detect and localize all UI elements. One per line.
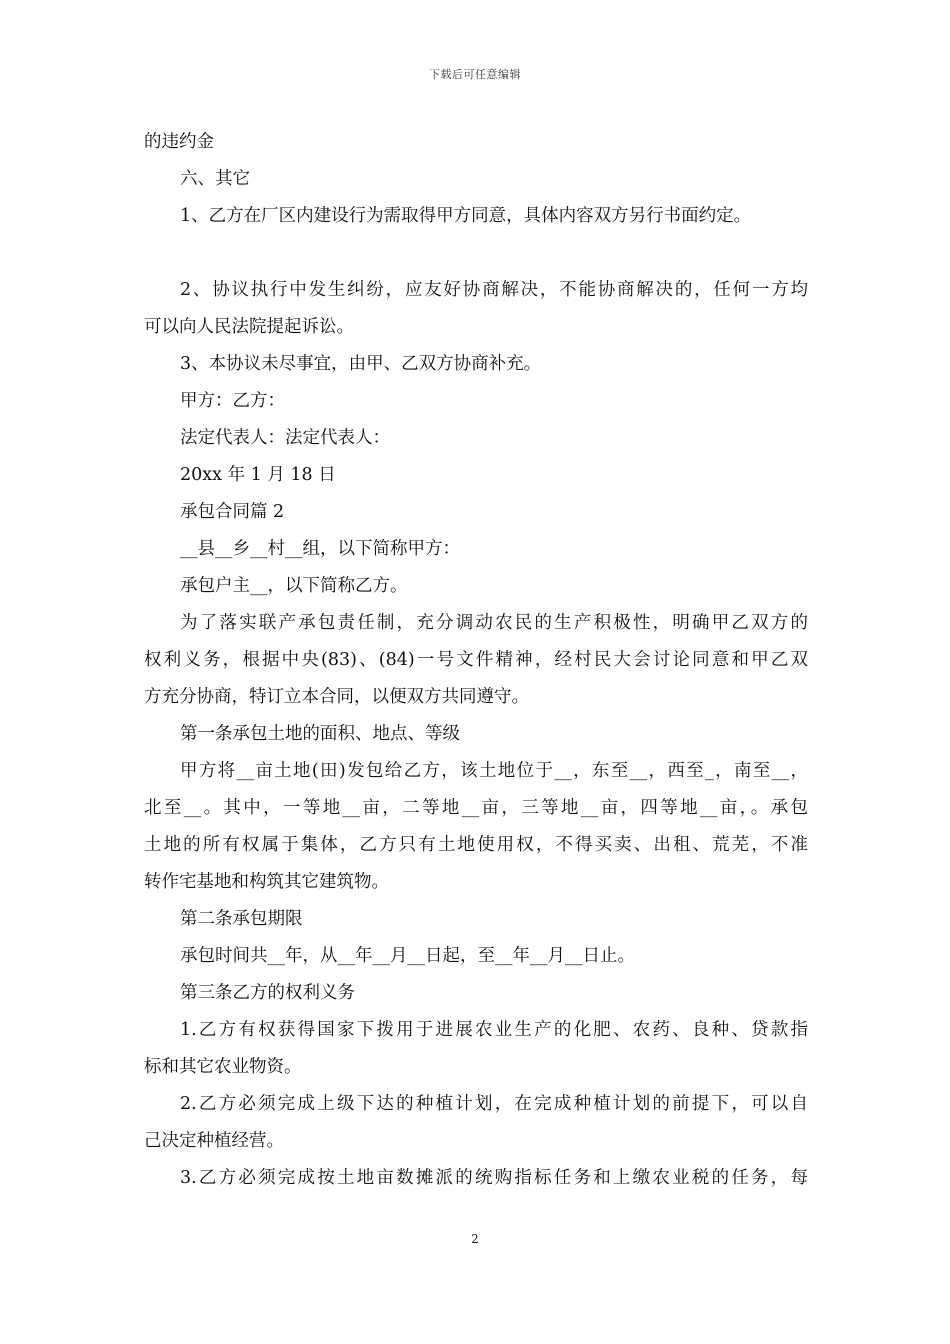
text-line: 北至__。其中，一等地__亩，二等地__亩，三等地__亩，四等地__亩，。承包 xyxy=(144,798,808,818)
text-line: 2、协议执行中发生纠纷，应友好协商解决，不能协商解决的，任何一方均 xyxy=(180,280,808,300)
signature-parties: 甲方：乙方： xyxy=(180,391,285,411)
article-heading: 第一条承包土地的面积、地点、等级 xyxy=(180,724,460,744)
text-line: 甲方将__亩土地(田)发包给乙方，该土地位于__，东至__，西至_，南至__， xyxy=(180,761,808,781)
document-date: 20xx 年 1 月 18 日 xyxy=(180,465,336,485)
text-line: 己决定种植经营。 xyxy=(144,1131,284,1151)
text-line: 承包时间共__年，从__年__月__日起，至__年__月__日止。 xyxy=(180,946,635,966)
text-line: 的违约金 xyxy=(144,132,214,152)
signature-representatives: 法定代表人：法定代表人： xyxy=(180,428,390,448)
text-line: 承包户主__，以下简称乙方。 xyxy=(180,576,408,596)
section-title: 承包合同篇 2 xyxy=(180,502,285,522)
text-line: __县__乡__村__组，以下简称甲方： xyxy=(180,539,460,559)
text-line: 转作宅基地和构筑其它建筑物。 xyxy=(144,872,389,892)
section-heading: 六、其它 xyxy=(180,169,250,189)
document-body xyxy=(144,124,808,1197)
text-line: 3.乙方必须完成按土地亩数摊派的统购指标任务和上缴农业税的任务，每 xyxy=(180,1168,808,1188)
text-line: 土地的所有权属于集体，乙方只有土地使用权，不得买卖、出租、荒芜，不准 xyxy=(144,835,808,855)
text-line: 标和其它农业物资。 xyxy=(144,1057,302,1077)
article-heading: 第二条承包期限 xyxy=(180,909,303,929)
text-line: 权利义务，根据中央(83)、(84)一号文件精神，经村民大会讨论同意和甲乙双 xyxy=(144,650,808,670)
article-heading: 第三条乙方的权利义务 xyxy=(180,983,355,1003)
text-line: 可以向人民法院提起诉讼。 xyxy=(144,317,354,337)
page-number: 2 xyxy=(471,1232,479,1246)
text-line: 为了落实联产承包责任制，充分调动农民的生产积极性，明确甲乙双方的 xyxy=(180,613,808,633)
page-header: 下载后可任意编辑 xyxy=(429,68,521,81)
text-line: 3、本协议未尽事宜，由甲、乙双方协商补充。 xyxy=(180,354,542,374)
text-line: 1、乙方在厂区内建设行为需取得甲方同意，具体内容双方另行书面约定。 xyxy=(180,206,752,226)
text-line: 2.乙方必须完成上级下达的种植计划，在完成种植计划的前提下，可以自 xyxy=(180,1094,808,1114)
text-line: 1.乙方有权获得国家下拨用于进展农业生产的化肥、农药、良种、贷款指 xyxy=(180,1020,808,1040)
text-line: 方充分协商，特订立本合同，以便双方共同遵守。 xyxy=(144,687,529,707)
